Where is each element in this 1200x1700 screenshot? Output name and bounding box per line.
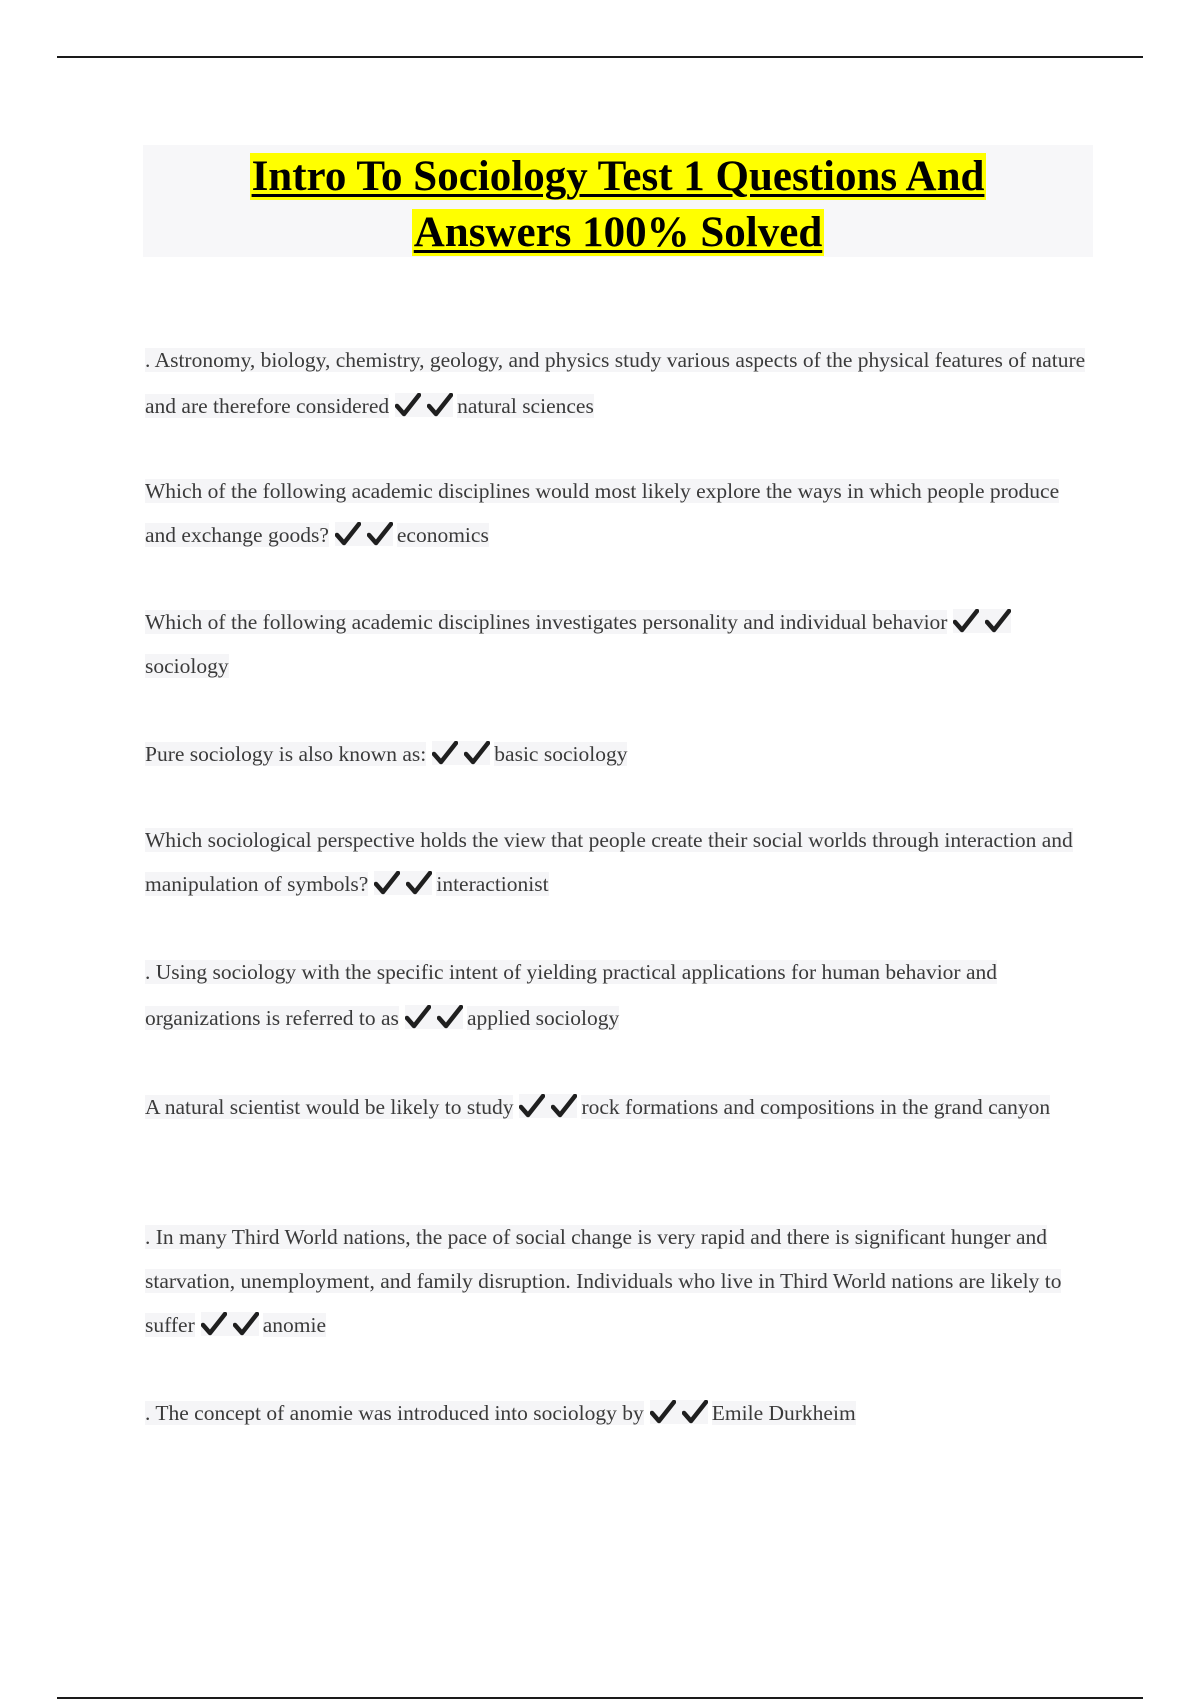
title-block <box>143 145 1093 257</box>
check-icon <box>650 1400 676 1424</box>
check-marks <box>201 1312 259 1336</box>
qa-item <box>145 1215 1095 1347</box>
check-icon <box>432 741 458 765</box>
check-icon <box>233 1312 259 1336</box>
question-text: A natural scientist would be likely to study <box>145 1095 514 1119</box>
check-marks <box>953 609 1011 633</box>
qa-item <box>145 1084 1105 1130</box>
check-marks <box>650 1400 708 1424</box>
check-icon <box>437 1005 463 1029</box>
question-text: . The concept of anomie was introduced into sociology by <box>145 1401 644 1425</box>
check-marks <box>395 393 453 417</box>
answer-text: rock formations and compositions in the grand canyon <box>581 1095 1051 1119</box>
answer-text: interactionist <box>436 872 549 896</box>
check-marks <box>374 871 432 895</box>
answer-text: sociology <box>145 654 229 678</box>
answer-text: basic sociology <box>494 742 628 766</box>
answer-text: natural sciences <box>457 394 594 418</box>
question-text: . In many Third World nations, the pace of social change is very rapid and there is significant hunger and starvation, unemployment, and family disruption. Individuals who live in Third World nations are likely to suffer <box>145 1225 1062 1337</box>
qa-item <box>145 1391 1095 1435</box>
question-text: Pure sociology is also known as: <box>145 742 427 766</box>
top-rule <box>57 56 1143 58</box>
check-marks <box>432 741 490 765</box>
bottom-rule <box>57 1697 1143 1699</box>
check-icon <box>406 871 432 895</box>
check-icon <box>201 1312 227 1336</box>
qa-item <box>145 949 1095 1041</box>
question-text: Which of the following academic disciplines would most likely explore the ways in which people produce and exchange goods? <box>145 479 1060 547</box>
check-icon <box>427 393 453 417</box>
check-marks <box>405 1005 463 1029</box>
check-icon <box>953 609 979 633</box>
question-text: Which of the following academic disciplines investigates personality and individual behavior <box>145 610 948 634</box>
check-marks <box>335 522 393 546</box>
check-icon <box>367 522 393 546</box>
title-line-2: Answers 100% Solved <box>413 209 823 256</box>
check-icon <box>985 609 1011 633</box>
qa-item <box>145 469 1095 557</box>
check-icon <box>395 393 421 417</box>
answer-text: applied sociology <box>466 1006 620 1030</box>
check-icon <box>519 1094 545 1118</box>
check-icon <box>682 1400 708 1424</box>
question-text: Which sociological perspective holds the view that people create their social worlds through interaction and manipulation of symbols? <box>145 828 1073 896</box>
answer-text: anomie <box>262 1313 327 1337</box>
check-icon <box>335 522 361 546</box>
answer-text: economics <box>396 523 489 547</box>
check-icon <box>374 871 400 895</box>
qa-item <box>145 818 1095 906</box>
check-icon <box>464 741 490 765</box>
question-text: . Astronomy, biology, chemistry, geology, and physics study various aspects of the physical features of nature and are therefore considered <box>145 348 1086 418</box>
check-icon <box>551 1094 577 1118</box>
title-line-1: Intro To Sociology Test 1 Questions And <box>251 153 985 200</box>
document-title <box>143 149 1093 261</box>
qa-item <box>145 600 1095 688</box>
check-marks <box>519 1094 577 1118</box>
check-icon <box>405 1005 431 1029</box>
answer-text: Emile Durkheim <box>711 1401 856 1425</box>
qa-item <box>145 337 1095 429</box>
qa-item <box>145 732 1095 776</box>
question-text: . Using sociology with the specific intent of yielding practical applications for human behavior and organizations is referred to as <box>145 960 998 1030</box>
